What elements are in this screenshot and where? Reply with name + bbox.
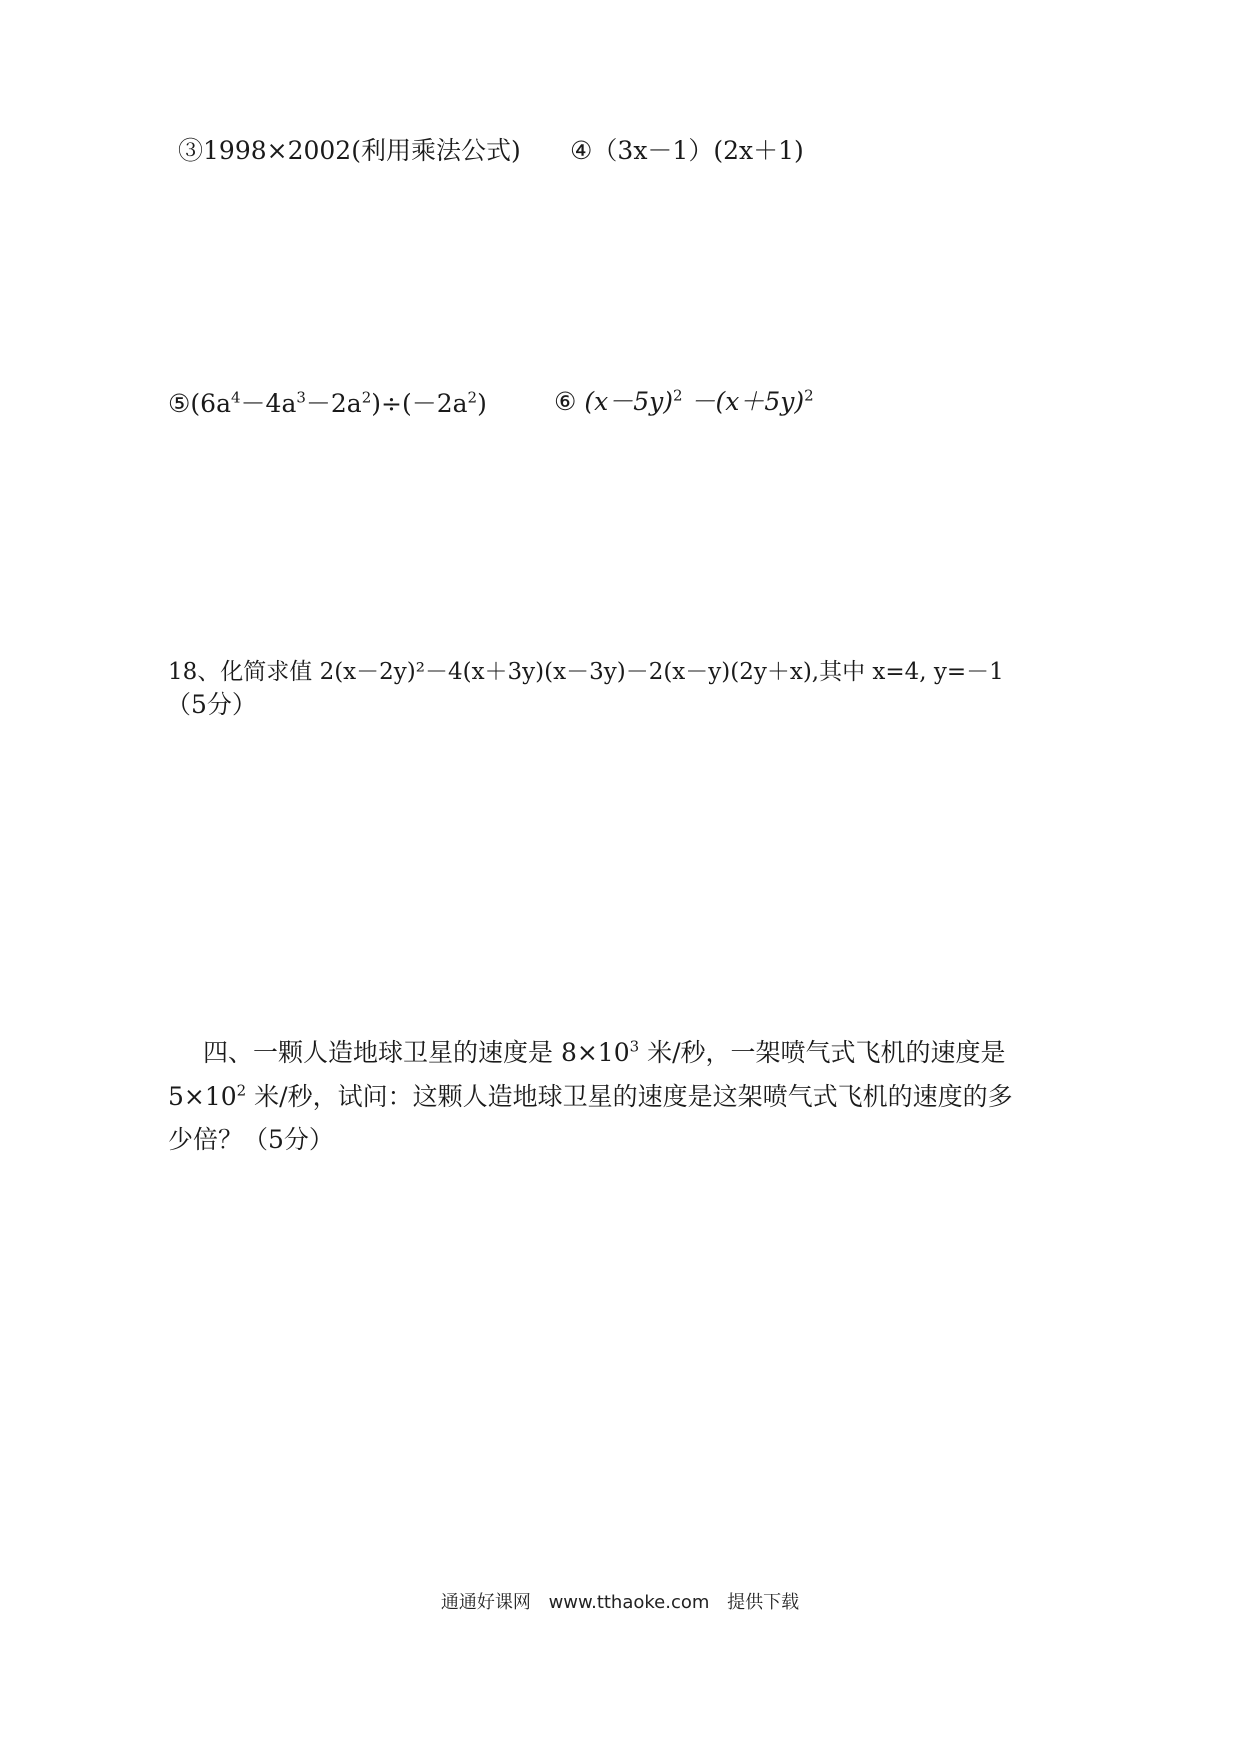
problem-5-exponent: 2 [467, 388, 478, 407]
problem-6-exponent: 2 [673, 386, 683, 405]
problem-3-number: ③ [178, 136, 204, 165]
problem-4-text: （3x－1）(2x＋1) [592, 136, 804, 165]
problem-5-exponent: 2 [361, 388, 372, 407]
problem-5-part: )÷(－2a [371, 389, 468, 418]
problem-6-part: －(x＋5y) [682, 387, 805, 416]
section-4-line-1-part: 四、一颗人造地球卫星的速度是 8×10 [203, 1038, 630, 1067]
problem-5-exponent: 3 [296, 388, 306, 407]
section-4-line-1 [203, 1037, 1006, 1067]
question-18-line-1: 18、化简求值 2(x－2y)²－4(x＋3y)(x－3y)－2(x－y)(2y＋x),其中 x=4, y=－1 [168, 659, 1004, 685]
problem-5-exponent: 4 [231, 388, 241, 407]
problem-3 [178, 138, 521, 163]
problem-5-part: (6a [190, 389, 231, 418]
problem-6-exponent: 2 [804, 386, 814, 405]
problem-3-text: 1998×2002(利用乘法公式) [203, 136, 521, 165]
section-4-exponent: 2 [236, 1081, 247, 1100]
section-4-exponent: 3 [629, 1037, 640, 1056]
problem-5-number: ⑤ [168, 389, 191, 418]
problem-4 [570, 138, 804, 163]
problem-5 [168, 388, 487, 418]
section-4-line-2 [168, 1081, 1013, 1111]
footer-url[interactable]: www.tthaoke.com [548, 1592, 710, 1613]
problem-4-number: ④ [570, 136, 593, 165]
footer-site-name: 通通好课网 [440, 1592, 531, 1613]
footer-suffix: 提供下载 [727, 1592, 800, 1613]
page-footer [0, 1588, 1240, 1614]
problem-6-part: (x－5y) [584, 387, 674, 416]
section-4-line-2-part: 5×10 [168, 1082, 237, 1111]
problem-6-number: ⑥ [554, 387, 577, 416]
section-4-line-2-part: 米/秒，试问：这颗人造地球卫星的速度是这架喷气式飞机的速度的多 [246, 1082, 1013, 1111]
problem-5-part: ) [477, 389, 487, 418]
problem-6 [554, 386, 814, 416]
section-4-line-1-part: 米/秒，一架喷气式飞机的速度是 [639, 1038, 1006, 1067]
section-4-line-3: 少倍？（5分） [168, 1125, 334, 1154]
question-18-line-2: （5分） [166, 690, 257, 719]
problem-5-part: －4a [240, 389, 297, 418]
problem-5-part: －2a [305, 389, 362, 418]
